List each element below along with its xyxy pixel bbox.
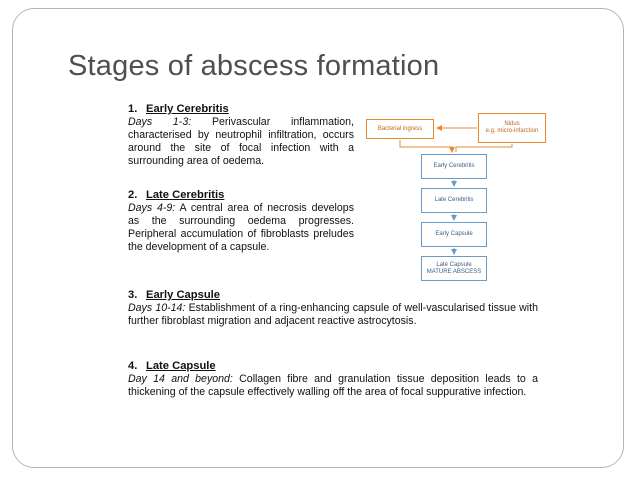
stage-number: 3.: [128, 289, 138, 301]
stage-text: Collagen fibre and granulation tissue deposition leads to a thickening of the capsule effectively walling off the area of focal suppurative infection.: [128, 373, 538, 398]
stage-late-cerebritis: [128, 189, 354, 254]
flow-box-late-capsule: [421, 256, 487, 281]
flow-box-late-cerebritis: [421, 188, 487, 213]
abscess-flowchart: [360, 103, 550, 283]
flow-box-sublabel: MATURE ABSCESS: [426, 268, 482, 275]
flow-box-sublabel: e.g. micro-infarction: [485, 128, 539, 134]
stage-name: Late Capsule: [146, 360, 216, 372]
flow-box-label: Late Cerebritis: [434, 197, 474, 203]
flow-box-bacterial-ingress: [366, 119, 434, 139]
stage-text: A central area of necrosis develops as the surrounding oedema progresses. Peripheral accumulation of fibroblasts preludes the development of a capsule.: [128, 202, 354, 253]
stage-text: Perivascular inflammation, characterised by neutrophil infiltration, occurs around the site of focal infection with a surrounding area of oedema.: [128, 116, 354, 167]
flow-box-early-cerebritis: [421, 154, 487, 179]
flow-box-label: Late Capsule: [436, 261, 472, 268]
stage-description: [128, 373, 538, 399]
stage-early-cerebritis: [128, 103, 354, 168]
stage-heading: [128, 103, 354, 116]
stage-number: 4.: [128, 360, 138, 372]
stage-description: [128, 302, 538, 328]
stage-early-capsule: [128, 289, 538, 328]
stage-heading: [128, 189, 354, 202]
stage-days: Days 4-9:: [128, 202, 176, 214]
flow-box-nidus: [478, 113, 546, 143]
arrow-ingress-to-early-cerebritis: [400, 140, 452, 152]
stage-name: Early Capsule: [146, 289, 220, 301]
stage-number: 1.: [128, 103, 138, 115]
stage-number: 2.: [128, 189, 138, 201]
stage-text: Establishment of a ring-enhancing capsule of well-vascularised tissue with further fibroblast migration and adjacent reactive astrocytosis.: [128, 302, 538, 327]
stage-name: Early Cerebritis: [146, 103, 229, 115]
stage-days: Days 10-14:: [128, 302, 186, 314]
slide-title: Stages of abscess formation: [68, 50, 440, 82]
flow-box-label: Nidus: [504, 121, 520, 127]
stage-days: Day 14 and beyond:: [128, 373, 233, 385]
stage-late-capsule: [128, 360, 538, 399]
stage-heading: [128, 289, 538, 302]
stage-name: Late Cerebritis: [146, 189, 225, 201]
flow-box-label: Early Cerebritis: [433, 163, 475, 169]
stage-days: Days 1-3:: [128, 116, 192, 128]
stage-heading: [128, 360, 538, 373]
flow-box-label: Bacterial ingress: [377, 125, 423, 132]
flow-box-label: Early Capsule: [435, 231, 473, 237]
stage-description: [128, 116, 354, 168]
arrow-nidus-to-early-cerebritis: [456, 144, 512, 152]
stage-description: [128, 202, 354, 254]
flow-box-early-capsule: [421, 222, 487, 247]
